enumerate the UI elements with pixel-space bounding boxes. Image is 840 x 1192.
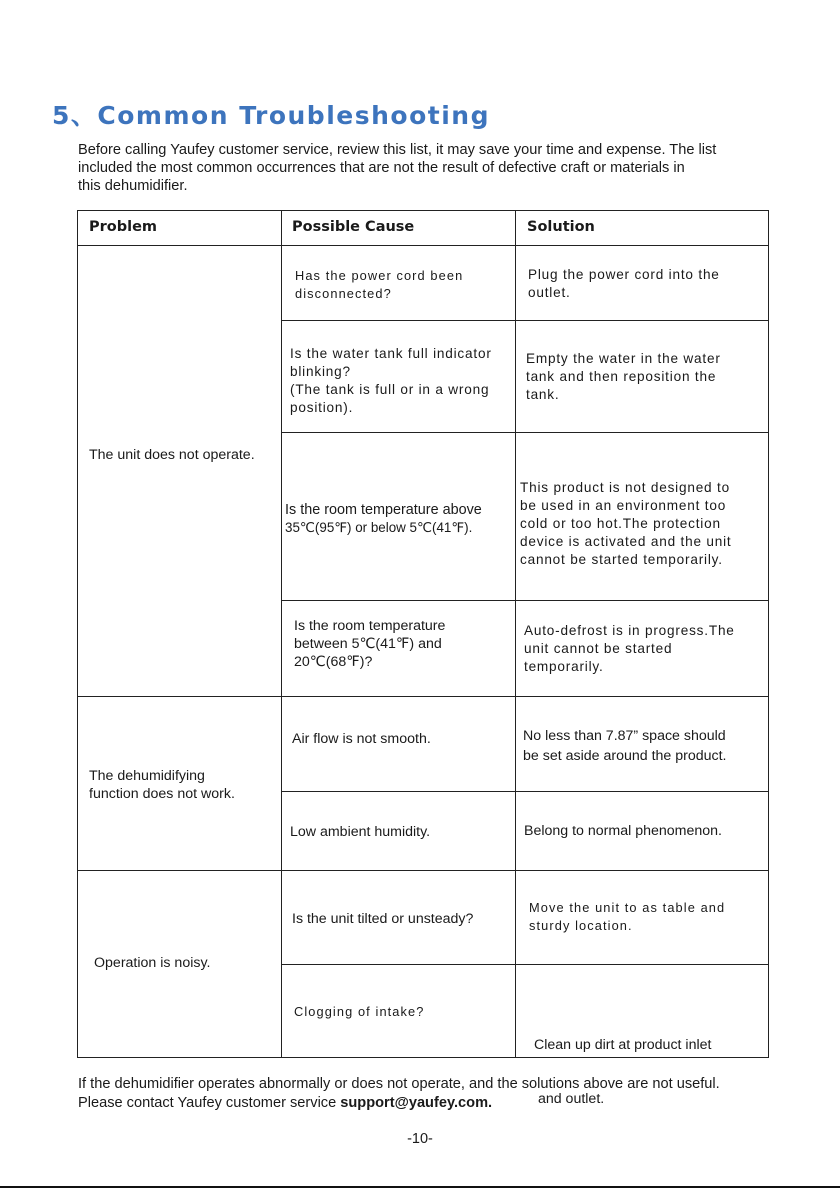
- solution-text: be used in an environment too: [520, 498, 727, 513]
- group-divider: [78, 696, 768, 697]
- row-divider: [281, 320, 768, 321]
- cause-text: (The tank is full or in a wrong: [290, 382, 490, 397]
- solution-text: Plug the power cord into the: [528, 267, 720, 282]
- solution-plug-cord: [528, 266, 720, 302]
- solution-text: Belong to normal phenomenon.: [524, 823, 722, 839]
- cause-text: Is the room temperature above: [285, 502, 482, 518]
- solution-not-designed: [520, 479, 732, 569]
- cause-text: Is the water tank full indicator: [290, 346, 492, 361]
- bottom-rule: [0, 1186, 840, 1188]
- contact-line-1: If the dehumidifier operates abnormally or does not operate, and the solutions above are not useful.: [78, 1076, 720, 1092]
- cause-room-temperature-between: [294, 617, 445, 671]
- cause-text: Air flow is not smooth.: [292, 731, 431, 747]
- solution-text: cold or too hot.The protection: [520, 516, 721, 531]
- cause-air-flow: [292, 730, 431, 748]
- solution-text: unit cannot be started: [524, 641, 673, 656]
- cause-unit-tilted: [292, 910, 473, 928]
- row-divider: [281, 432, 768, 433]
- solution-text: tank and then reposition the: [526, 369, 717, 384]
- intro-line: included the most common occurrences that are not the result of defective craft or materials in: [78, 160, 685, 176]
- group-divider: [78, 870, 768, 871]
- solution-text: sturdy location.: [529, 918, 633, 933]
- cause-text: Low ambient humidity.: [290, 824, 431, 840]
- contact-note: [78, 1075, 720, 1113]
- solution-text: Auto-defrost is in progress.The: [524, 623, 735, 638]
- row-divider: [281, 600, 768, 601]
- solution-text: and outlet.: [534, 1091, 605, 1107]
- cause-text: between 5℃(41℉) and: [294, 636, 442, 652]
- page-number: -10-: [407, 1131, 433, 1147]
- cause-text: blinking?: [290, 364, 351, 379]
- cause-low-humidity: [290, 823, 430, 841]
- solution-text: be set aside around the product.: [523, 748, 727, 764]
- solution-text: outlet.: [528, 285, 571, 300]
- cause-text: 20℃(68℉)?: [294, 654, 373, 670]
- cause-text: Clogging of intake?: [294, 1004, 425, 1019]
- solution-auto-defrost: [524, 622, 735, 676]
- cause-water-tank-full: [290, 345, 492, 417]
- header-possible-cause: Possible Cause: [292, 219, 415, 235]
- solution-text: Move the unit to as table and: [529, 900, 726, 915]
- solution-text: temporarily.: [524, 659, 604, 674]
- solution-text: cannot be started temporarily.: [520, 552, 723, 567]
- solution-text: device is activated and the unit: [520, 534, 732, 549]
- cause-text: position).: [290, 400, 354, 415]
- section-heading: 5、Common Troubleshooting: [52, 101, 490, 130]
- solution-clean-dirt: [534, 1000, 711, 1144]
- intro-paragraph: [78, 141, 798, 195]
- solution-text: This product is not designed to: [520, 480, 730, 495]
- header-divider: [78, 245, 768, 246]
- solution-normal-phenomenon: [524, 822, 722, 840]
- solution-text: No less than 7.87” space should: [523, 728, 726, 744]
- solution-text: Empty the water in the water: [526, 351, 721, 366]
- header-solution: Solution: [527, 219, 595, 235]
- cause-power-cord: [295, 267, 463, 303]
- contact-prefix: Please contact Yaufey customer service: [78, 1095, 341, 1111]
- cause-text: 35℃(95℉) or below 5℃(41℉).: [285, 520, 473, 535]
- solution-space-around: [523, 726, 727, 766]
- problem-text: Operation is noisy.: [94, 955, 211, 971]
- cause-text: Is the unit tilted or unsteady?: [292, 911, 474, 927]
- column-divider: [281, 211, 282, 1057]
- row-divider: [281, 964, 768, 965]
- cause-text: Is the room temperature: [294, 618, 446, 634]
- support-email: support@yaufey.com.: [340, 1095, 493, 1111]
- cause-clogging-intake: [294, 1003, 424, 1021]
- solution-empty-tank: [526, 350, 721, 404]
- problem-operation-noisy: [94, 954, 210, 972]
- cause-room-temperature-extreme: [285, 501, 482, 537]
- intro-line: this dehumidifier.: [78, 178, 188, 194]
- problem-dehumidifying-not-work: [89, 767, 235, 803]
- contact-line-2: [78, 1094, 720, 1113]
- solution-text: tank.: [526, 387, 560, 402]
- solution-move-unit: [529, 899, 725, 935]
- intro-line: Before calling Yaufey customer service, review this list, it may save your time and expense. The list: [78, 142, 717, 158]
- header-problem: Problem: [89, 219, 158, 235]
- row-divider: [281, 791, 768, 792]
- problem-text: The dehumidifying: [89, 768, 205, 784]
- cause-text: disconnected?: [295, 286, 392, 301]
- problem-text: function does not work.: [89, 786, 235, 802]
- problem-text: The unit does not operate.: [89, 447, 255, 463]
- column-divider: [515, 211, 516, 1057]
- solution-text: Clean up dirt at product inlet: [534, 1037, 712, 1053]
- problem-unit-not-operate: [89, 446, 255, 464]
- cause-text: Has the power cord been: [295, 268, 464, 283]
